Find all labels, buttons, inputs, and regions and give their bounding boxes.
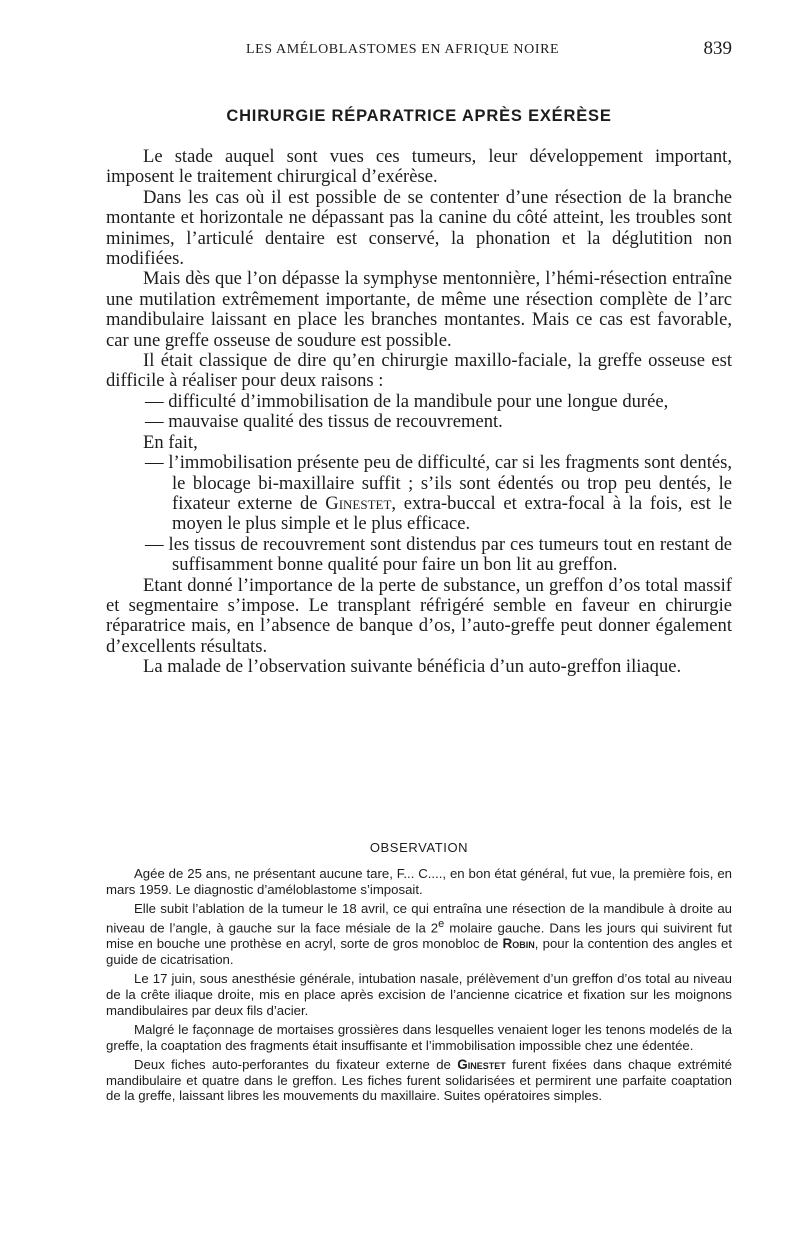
dash-text: — l’immobilisation présente peu de difficulté, car si les fragments sont dentés, le blocage bi-maxillaire suffit ; s’ils sont édentés ou trop peu dentés, le fixateur externe de	[145, 452, 732, 514]
observation-text	[106, 866, 732, 1108]
author-name: Ginestet,	[325, 492, 397, 514]
dash-list-item: — les tissus de recouvrement sont distendus par ces tumeurs tout en restant de suffisamment bonne qualité pour faire un bon lit au greffon.	[145, 533, 732, 576]
observation-paragraph: Malgré le façonnage de mortaises grossières dans lesquelles venaient loger les tenons modelés de la greffe, la coaptation des fragments était insuffisante et l’immobilisation impossible chez une édentée.	[106, 1021, 732, 1053]
dash-list-item	[106, 453, 732, 535]
running-head	[106, 40, 732, 64]
observation-text-run: , pour la contention des angles et guide de cicatrisation.	[106, 935, 732, 967]
observation-title: OBSERVATION	[369, 840, 469, 855]
paragraph: Etant donné l’importance de la perte de substance, un greffon d’os total massif et segmentaire s’impose. Le transplant réfrigéré semble en faveur en chirurgie réparatrice mais, en l’absence de banque d’os, l’auto-greffe peut donner également d’excellents résultats.	[106, 574, 732, 657]
paragraph: La malade de l’observation suivante bénéficia d’un auto-greffon iliaque.	[143, 656, 682, 678]
observation-text-run: furent fixées dans chaque extrémité mandibulaire et quatre dans le greffon. Les fiches furent solidarisées et permirent une parfaite coaptation de la greffe, laissant libres les mouvements du maxillaire. Suites opératoires simples.	[106, 1056, 732, 1104]
body-text	[106, 147, 732, 678]
observation-text-run: Deux fiches auto-perforantes du fixateur externe de	[134, 1056, 458, 1072]
superscript: e	[438, 917, 445, 930]
observation-paragraph	[106, 901, 732, 968]
section-title: CHIRURGIE RÉPARATRICE APRÈS EXÉRÈSE	[226, 107, 612, 125]
dash-list-item: — mauvaise qualité des tissus de recouvrement.	[145, 411, 503, 433]
page-number: 839	[703, 38, 732, 59]
author-name: Ginestet	[457, 1056, 506, 1072]
paragraph: Dans les cas où il est possible de se contenter d’une résection de la branche montante et horizontale ne dépassant pas la canine du côté atteint, les troubles sont minimes, l’articulé dentaire est conservé, la phonation et la déglutition non modifiées.	[106, 186, 732, 270]
paragraph: Il était classique de dire qu’en chirurgie maxillo-faciale, la greffe osseuse est difficile à réaliser pour deux raisons :	[106, 350, 732, 392]
observation-paragraph: Agée de 25 ans, ne présentant aucune tare, F... C...., en bon état général, fut vue, la première fois, en mars 1959. Le diagnostic d’améloblastome s’imposait.	[106, 866, 732, 897]
paragraph: En fait,	[143, 431, 198, 453]
observation-text-run: Elle subit l’ablation de la tumeur le 18 avril, ce qui entraîna une résection de la mandibule à droite au niveau de l’angle, à gauche sur la face mésiale de la 2	[106, 900, 732, 936]
dash-list-item: — difficulté d’immobilisation de la mandibule pour une longue durée,	[145, 390, 669, 412]
observation-paragraph	[106, 1057, 732, 1104]
paragraph: Le stade auquel sont vues ces tumeurs, leur développement important, imposent le traitement chirurgical d’exérèse.	[106, 146, 732, 188]
running-title: LES AMÉLOBLASTOMES EN AFRIQUE NOIRE	[246, 42, 560, 57]
observation-paragraph: Le 17 juin, sous anesthésie générale, intubation nasale, prélèvement d’un greffon d’os total au niveau de la crête iliaque droite, mis en place après excision de l’ancienne cicatrice et fixation sur les moignons mandibulaires par deux fils d’acier.	[106, 970, 732, 1018]
paragraph: Mais dès que l’on dépasse la symphyse mentonnière, l’hémi-résection entraîne une mutilation extrêmement importante, de même une résection complète de l’arc mandibulaire laissant en place les branches montantes. Mais ce cas est favorable, car une greffe osseuse de soudure est possible.	[106, 268, 732, 351]
observation-text-run: molaire gauche. Dans les jours qui suivirent fut mise en bouche une prothèse en acryl, sorte de gros monobloc de	[106, 920, 732, 951]
author-name: Robin	[502, 935, 535, 951]
dash-text: extra-buccal et extra-focal à la fois, est le moyen le plus simple et le plus efficace.	[172, 492, 732, 535]
